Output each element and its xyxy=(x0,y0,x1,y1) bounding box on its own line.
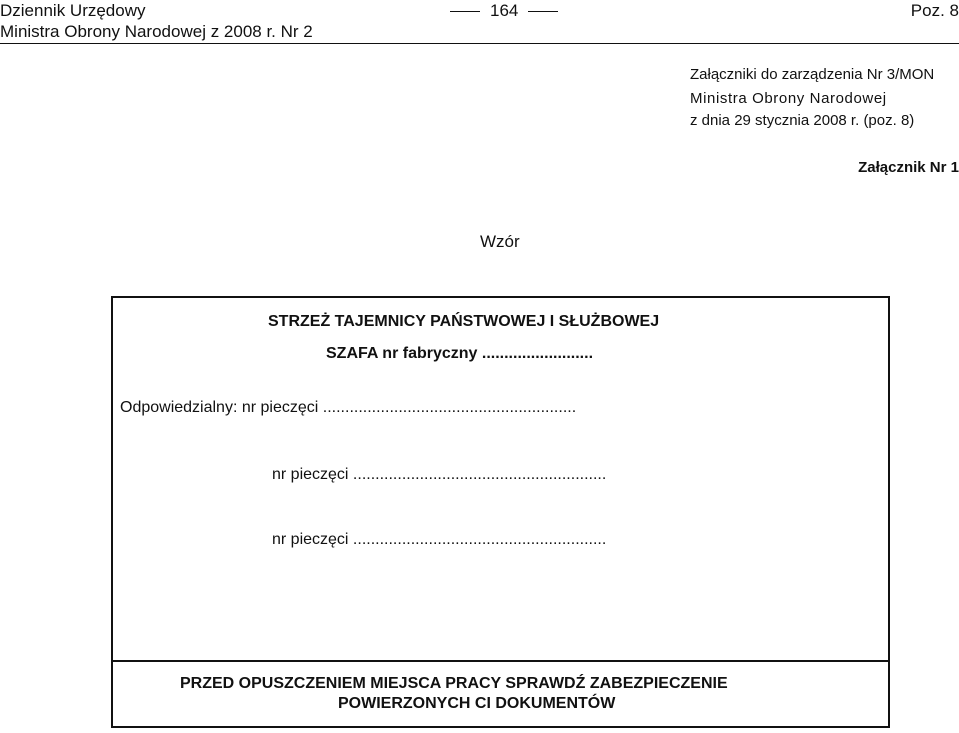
journal-title: Dziennik Urzędowy xyxy=(0,1,146,20)
seal-line: nr pieczęci ......................................................... xyxy=(272,466,607,483)
attachment-note-line: z dnia 29 stycznia 2008 r. (poz. 8) xyxy=(690,112,915,129)
form-heading: STRZEŻ TAJEMNICY PAŃSTWOWEJ I SŁUŻBOWEJ xyxy=(268,313,660,330)
header-rule xyxy=(0,43,959,44)
footer-warning-line: POWIERZONYCH CI DOKUMENTÓW xyxy=(338,695,616,712)
attachment-note-line: Ministra Obrony Narodowej xyxy=(690,90,887,107)
position-label: Poz. 8 xyxy=(910,1,959,20)
seal-line: nr pieczęci ......................................................... xyxy=(272,531,607,548)
form-footer-rule xyxy=(113,660,888,662)
dash-divider xyxy=(450,11,480,12)
attachment-label: Załącznik Nr 1 xyxy=(858,159,959,176)
page-number: 164 xyxy=(490,1,519,20)
journal-subtitle: Ministra Obrony Narodowej z 2008 r. Nr 2 xyxy=(0,22,313,41)
template-label: Wzór xyxy=(480,232,520,251)
footer-warning-line: PRZED OPUSZCZENIEM MIEJSCA PRACY SPRAWDŹ ZABEZPIECZENIE xyxy=(180,675,728,692)
cabinet-line: SZAFA nr fabryczny ......................... xyxy=(326,345,594,362)
attachment-note-line: Załączniki do zarządzenia Nr 3/MON xyxy=(690,66,935,83)
page-number-block xyxy=(440,1,568,21)
responsible-line: Odpowiedzialny: nr pieczęci ......................................................... xyxy=(120,399,577,416)
dash-divider xyxy=(528,11,558,12)
